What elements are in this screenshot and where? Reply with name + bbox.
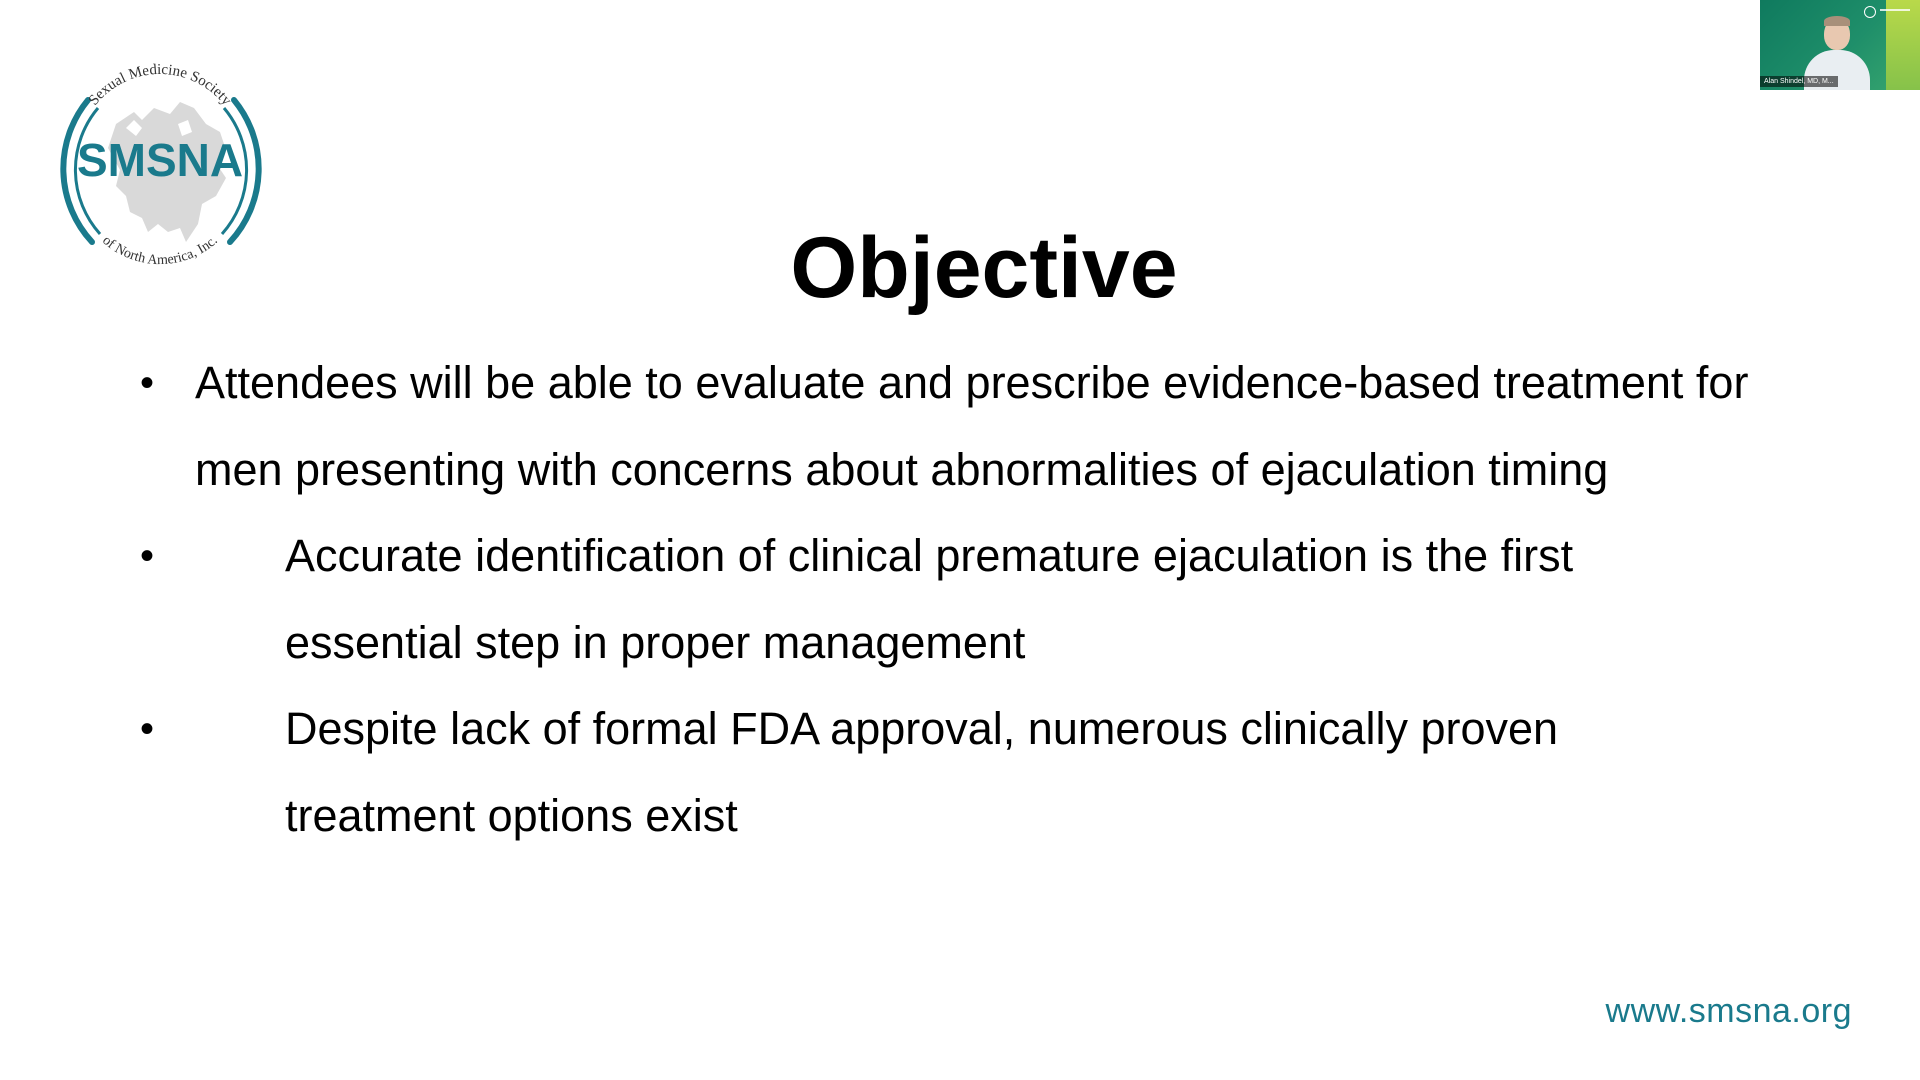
video-background-text-line bbox=[1880, 9, 1910, 11]
footer-url: www.smsna.org bbox=[1605, 992, 1852, 1030]
bullet-text: Accurate identification of clinical premature ejaculation is the first essential step in proper management bbox=[285, 530, 1574, 668]
participant-video-tile[interactable] bbox=[1760, 0, 1920, 90]
participant-hair bbox=[1824, 16, 1850, 26]
bullet-text: Despite lack of formal FDA approval, numerous clinically proven treatment options exist bbox=[285, 703, 1559, 841]
slide-title: Objective bbox=[790, 220, 1178, 316]
participant-name-tag: Alan Shindel, MD, M... bbox=[1760, 76, 1838, 87]
logo-top-text: Sexual Medicine Society bbox=[85, 61, 235, 109]
bullet-dot-icon: • bbox=[140, 534, 155, 578]
bullet-dot-icon: • bbox=[140, 707, 155, 751]
bullet-item bbox=[0, 340, 1920, 513]
bullet-dot-icon: • bbox=[140, 361, 155, 405]
bullet-item bbox=[0, 686, 1920, 859]
bullet-item bbox=[0, 513, 1920, 686]
bullet-list bbox=[0, 340, 1920, 859]
logo-wordmark: SMSNA bbox=[76, 134, 244, 186]
video-background-logo-icon bbox=[1864, 6, 1876, 18]
video-background-stripe bbox=[1886, 0, 1920, 90]
logo-bottom-text: of North America, Inc. bbox=[99, 233, 221, 269]
bullet-text: Attendees will be able to evaluate and prescribe evidence-based treatment for men presenting with concerns about abnormalities of ejaculation timing bbox=[195, 357, 1749, 495]
